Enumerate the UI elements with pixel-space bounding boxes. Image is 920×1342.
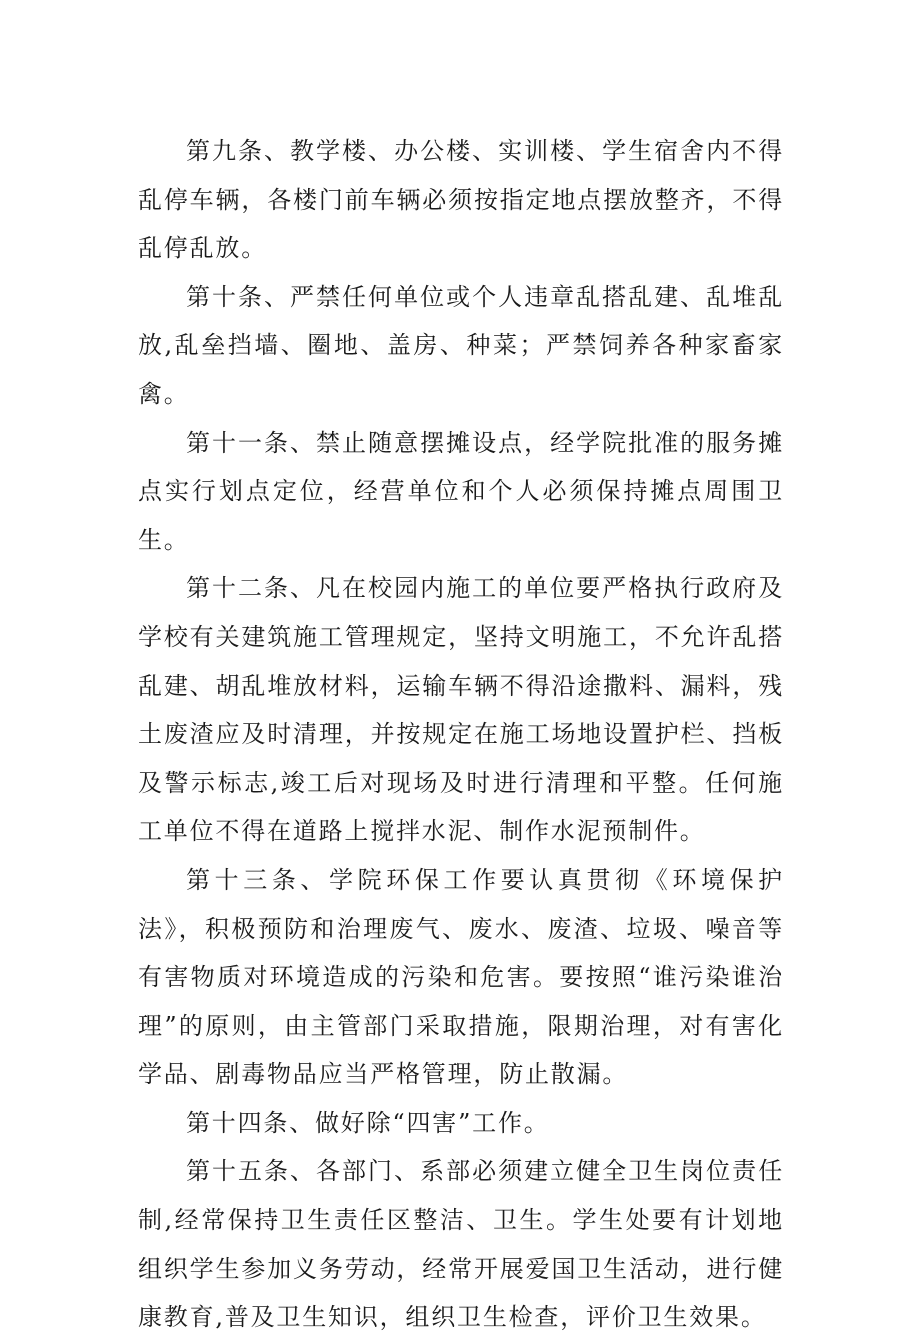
article-10-paragraph: 第十条、严禁任何单位或个人违章乱搭乱建、乱堆乱放,乱垒挡墙、圈地、盖房、种菜；严禁饲养各种家畜家禽。: [138, 282, 784, 408]
article-13-paragraph: 第十三条、学院环保工作要认真贯彻《环境保护法》，积极预防和治理废气、废水、废渣、垃圾、噪音等有害物质对环境造成的污染和危害。要按照“谁污染谁治理”的原则，由主管部门采取措施，限期治理，对有害化学品、剧毒物品应当严格管理，防止散漏。: [138, 865, 784, 1089]
article-12-paragraph: 第十二条、凡在校园内施工的单位要严格执行政府及学校有关建筑施工管理规定，坚持文明施工，不允许乱搭乱建、胡乱堆放材料，运输车辆不得沿途撒料、漏料，残土废渣应及时清理，并按规定在施工场地设置护栏、挡板及警示标志,竣工后对现场及时进行清理和平整。任何施工单位不得在道路上搅拌水泥、制作水泥预制件。: [138, 574, 784, 846]
article-15-paragraph: 第十五条、各部门、系部必须建立健全卫生岗位责任制,经常保持卫生责任区整洁、卫生。学生处要有计划地组织学生参加义务劳动，经常开展爱国卫生活动，进行健康教育,普及卫生知识，组织卫生检查，评价卫生效果。: [138, 1157, 784, 1332]
article-11-paragraph: 第十一条、禁止随意摆摊设点，经学院批准的服务摊点实行划点定位，经营单位和个人必须保持摊点周围卫生。: [138, 428, 784, 554]
document-body: [138, 127, 784, 1342]
article-9-paragraph: 第九条、教学楼、办公楼、实训楼、学生宿舍内不得乱停车辆，各楼门前车辆必须按指定地点摆放整齐，不得乱停乱放。: [138, 137, 784, 263]
article-14-paragraph: 第十四条、做好除“四害”工作。: [186, 1108, 550, 1137]
